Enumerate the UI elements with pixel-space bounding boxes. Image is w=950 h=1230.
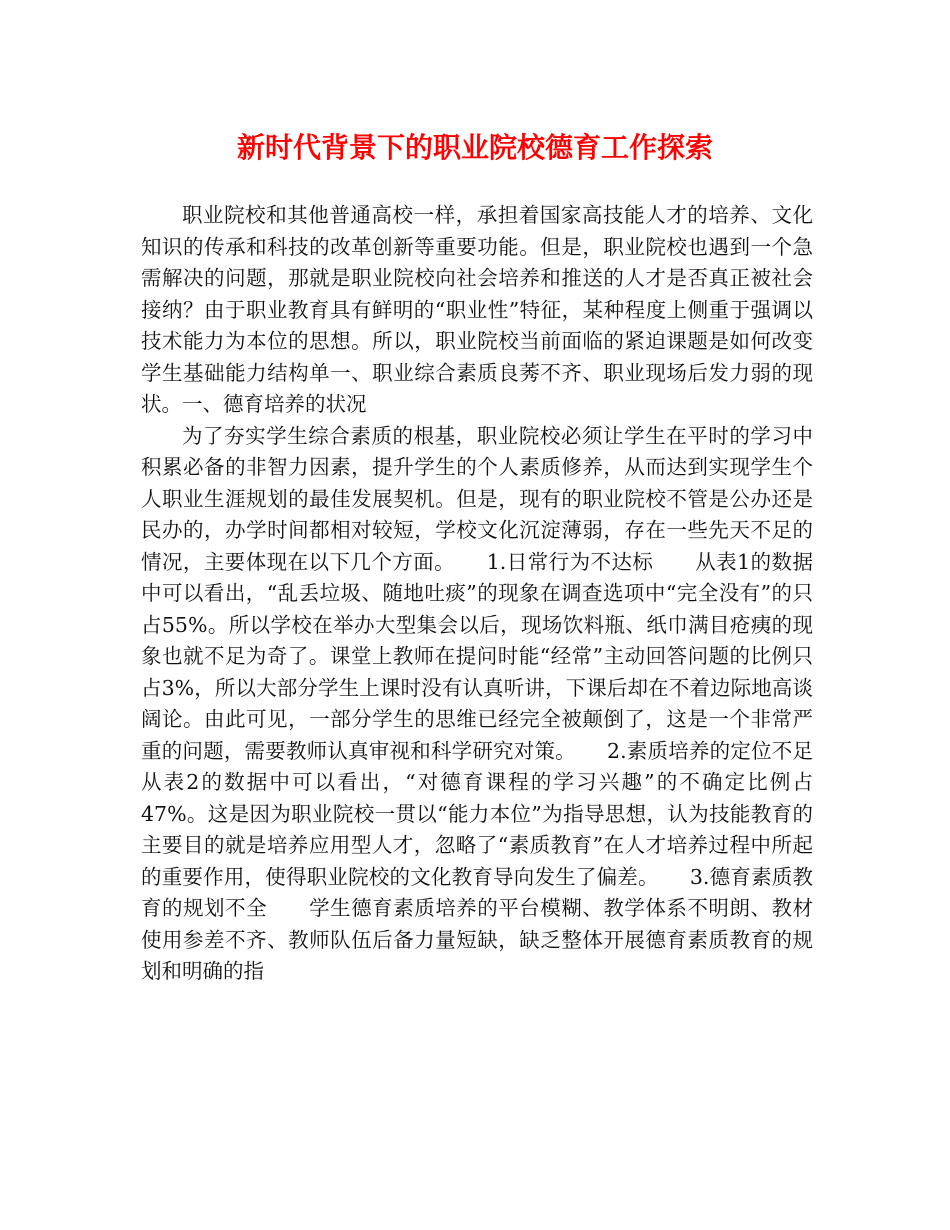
document-title: 新时代背景下的职业院校德育工作探索 bbox=[236, 131, 713, 164]
document-body bbox=[141, 200, 854, 988]
paragraph: 职业院校和其他普通高校一样，承担着国家高技能人才的培养、文化知识的传承和科技的改革创新等重要功能。但是，职业院校也遇到一个急需解决的问题，那就是职业院校向社会培养和推送的人才是否真正被社会接纳？由于职业教育具有鲜明的“职业性”特征，某种程度上侧重于强调以技术能力为本位的思想。所以，职业院校当前面临的紧迫课题是如何改变学生基础能力结构单一、职业综合素质良莠不齐、职业现场后发力弱的现状。一、德育培养的状况 bbox=[141, 203, 813, 416]
paragraph: 为了夯实学生综合素质的根基，职业院校必须让学生在平时的学习中积累必备的非智力因素，提升学生的个人素质修养，从而达到实现学生个人职业生涯规划的最佳发展契机。但是，现有的职业院校不管是公办还是民办的，办学时间都相对较短，学校文化沉淀薄弱，存在一些先天不足的情况，主要体现在以下几个方面。 1.日常行为不达标 从表1的数据中可以看出，“乱丢垃圾、随地吐痰”的现象在调查选项中“完全没有”的只占55%。所以学校在举办大型集会以后，现场饮料瓶、纸巾满目疮痍的现象也就不足为奇了。课堂上教师在提问时能“经常”主动回答问题的比例只占3%，所以大部分学生上课时没有认真听讲，下课后却在不着边际地高谈阔论。由此可见，一部分学生的思维已经完全被颠倒了，这是一个非常严重的问题，需要教师认真审视和科学研究对策。 2.素质培养的定位不足 从表2的数据中可以看出，“对德育课程的学习兴趣”的不确定比例占47%。这是因为职业院校一贯以“能力本位”为指导思想，认为技能教育的主要目的就是培养应用型人才，忽略了“素质教育”在人才培养过程中所起的重要作用，使得职业院校的文化教育导向发生了偏差。 3.德育素质教育的规划不全 学生德育素质培养的平台模糊、教学体系不明朗、教材使用参差不齐、教师队伍后备力量短缺，缺乏整体开展德育素质教育的规划和明确的指 bbox=[141, 423, 854, 983]
